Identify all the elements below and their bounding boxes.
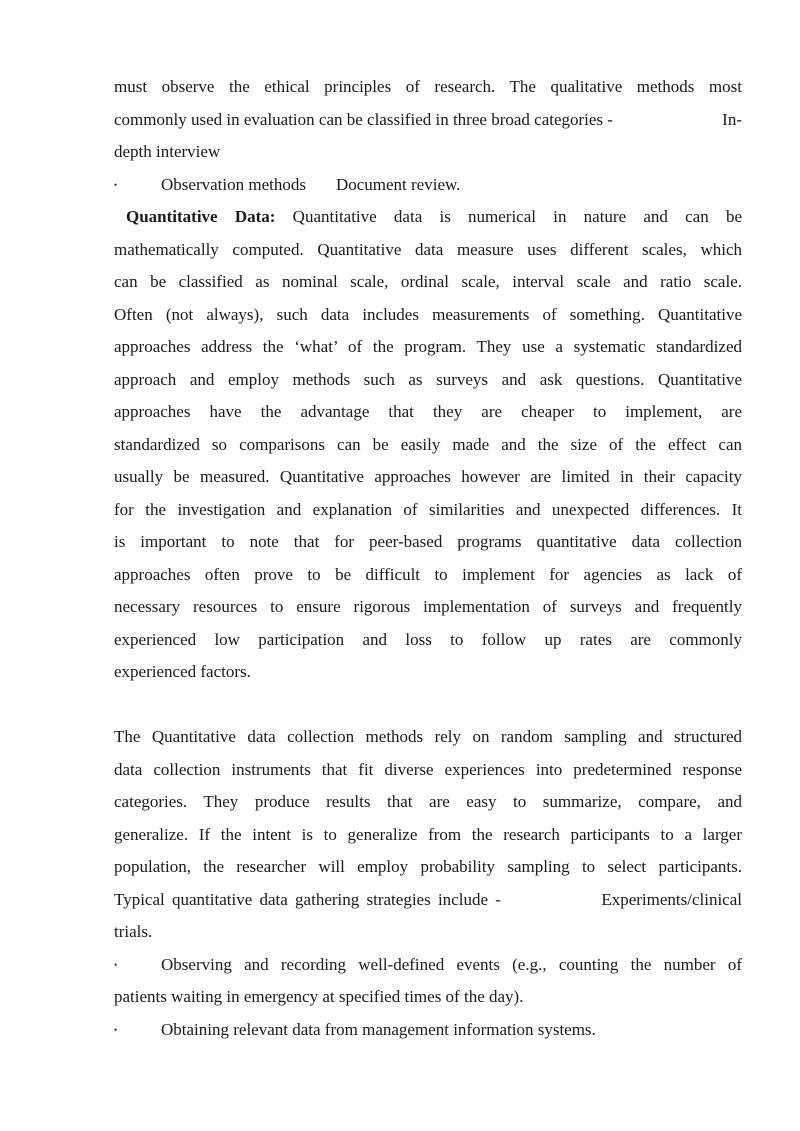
para1-line [114, 104, 742, 137]
bullet-icon: • [114, 1024, 118, 1035]
list-item-text: Observation methods [161, 174, 306, 194]
list-item [114, 169, 742, 202]
para3-line [114, 884, 742, 917]
para3-line: generalize. If the intent is to generalize from the research participants to a larger [114, 824, 742, 844]
para2-line: can be classified as nominal scale, ordinal scale, interval scale and ratio scale. [114, 272, 742, 291]
para3-text: Experiments/clinical [601, 889, 742, 909]
para2-line: Often (not always), such data includes measurements of something. Quantitative [114, 304, 742, 324]
para1-text: commonly used in evaluation can be classified in three broad categories - [114, 109, 613, 129]
para2-line: necessary resources to ensure rigorous implementation of surveys and frequently [114, 597, 742, 616]
para2-line: experienced factors. [114, 662, 251, 681]
para2-line: approach and employ methods such as surveys and ask questions. Quantitative [114, 369, 742, 389]
para2-line: approaches often prove to be difficult to implement for agencies as lack of [114, 564, 742, 584]
para3-line: trials. [114, 922, 153, 941]
bullet-icon: • [114, 179, 118, 190]
para1-text: In- [722, 109, 742, 129]
para2-line: approaches have the advantage that they are cheaper to implement, are [114, 402, 742, 421]
para1-line: must observe the ethical principles of research. The qualitative methods most [114, 77, 742, 96]
list-item-text: Observing and recording well-defined events (e.g., counting the number of [161, 954, 742, 974]
list-item-text: Document review. [335, 174, 461, 194]
para3-line: The Quantitative data collection methods rely on random sampling and structured [114, 727, 742, 746]
para2-line: usually be measured. Quantitative approaches however are limited in their capacity [114, 467, 742, 486]
para1-line: depth interview [114, 142, 221, 161]
para2-line: experienced low participation and loss to follow up rates are commonly [114, 629, 742, 649]
para3-line: population, the researcher will employ probability sampling to select participants. [114, 857, 742, 876]
para2-text: Quantitative data is numerical in nature and can be [292, 207, 743, 226]
para2-line: mathematically computed. Quantitative data measure uses different scales, which [114, 239, 742, 259]
para2-line: approaches address the ‘what’ of the program. They use a systematic standardized [114, 337, 742, 356]
para3-line: data collection instruments that fit diverse experiences into predetermined response [114, 759, 742, 779]
para3-line: categories. They produce results that are easy to summarize, compare, and [114, 792, 742, 811]
bullet-icon: • [114, 959, 118, 970]
list-item-text: Obtaining relevant data from management information systems. [161, 1019, 596, 1039]
section-heading: Quantitative Data: [126, 207, 276, 226]
para3-text: Typical quantitative data gathering strategies include - [114, 889, 501, 909]
list-item [114, 949, 742, 982]
list-item [114, 1014, 742, 1047]
para2-line: is important to note that for peer-based programs quantitative data collection [114, 532, 742, 551]
paragraph-gap [114, 689, 742, 722]
para2-line [114, 201, 742, 234]
para2-line: standardized so comparisons can be easily made and the size of the effect can [114, 434, 742, 454]
list-item-continuation: patients waiting in emergency at specified times of the day). [114, 987, 524, 1006]
para2-line: for the investigation and explanation of similarities and unexpected differences. It [114, 499, 742, 519]
document-page [114, 71, 742, 1046]
